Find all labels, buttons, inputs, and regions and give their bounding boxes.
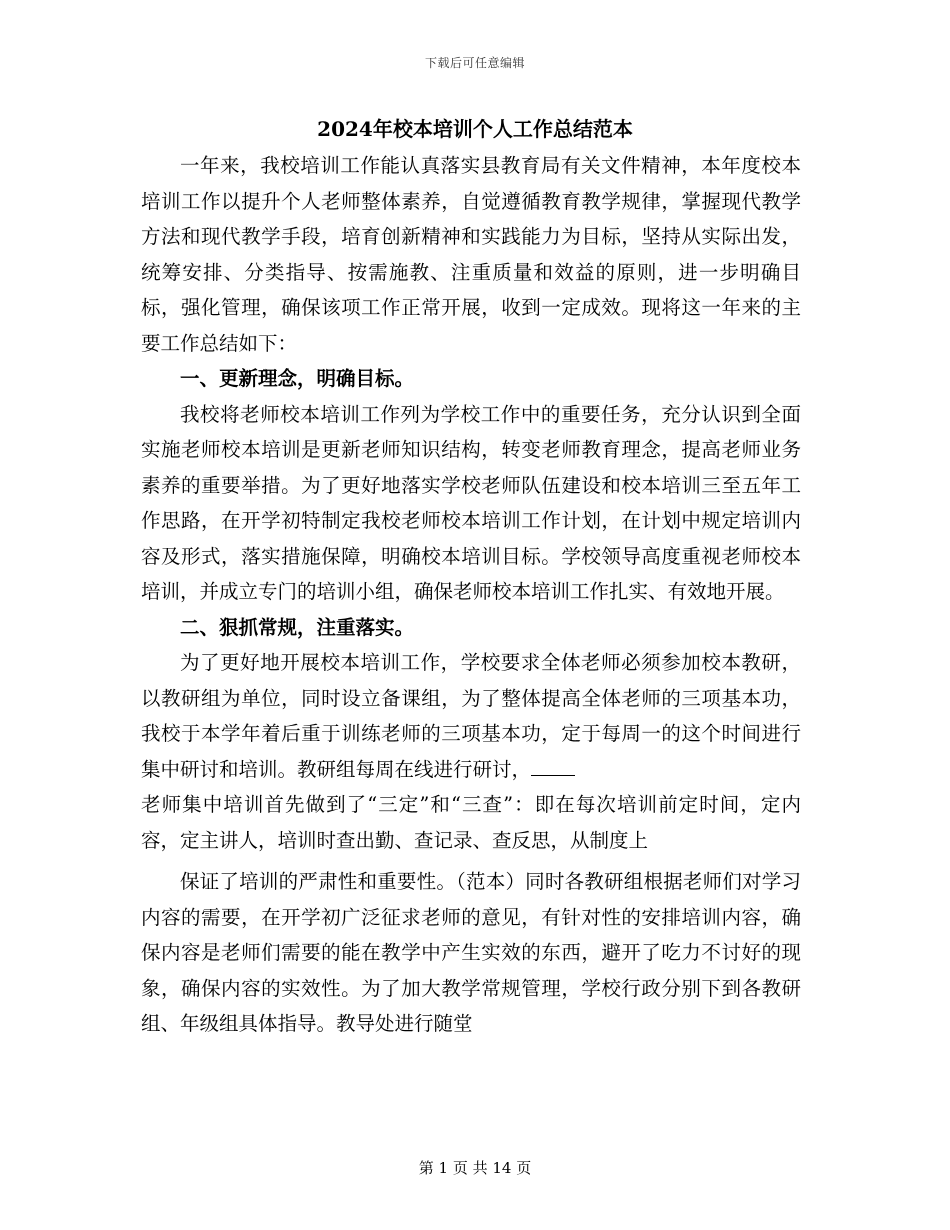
paragraph-section-2-a-text: 为了更好地开展校本培训工作，学校要求全体老师必须参加校本教研，以教研组为单位，同时设立备课组，为了整体提高全体老师的三项基本功，我校于本学年着后重于训练老师的三项基本功，定于每周一的这个时间进行集中研讨和培训。教研组每周在线进行研讨， [141,651,801,781]
document-title: 2024年校本培训个人工作总结范本 [317,117,633,141]
section-heading-1: 一、更新理念，明确目标。 [180,367,415,390]
paragraph-section-1: 我校将老师校本培训工作列为学校工作中的重要任务，充分认识到全面实施老师校本培训是更新老师知识结构，转变老师教育理念，提高老师业务素养的重要举措。为了更好地落实学校老师队伍建设和校本培训三至五年工作思路，在开学初特制定我校老师校本培训工作计划，在计划中规定培训内容及形式，落实措施保障，明确校本培训目标。学校领导高度重视老师校本培训，并成立专门的培训小组，确保老师校本培训工作扎实、有效地开展。 [141,402,801,603]
header-note: 下载后可任意编辑 [424,56,525,70]
paragraph-section-2-c: 保证了培训的严肃性和重要性。（范本）同时各教研组根据老师们对学习内容的需要，在开学初广泛征求老师的意见，有针对性的安排培训内容，确保内容是老师们需要的能在教学中产生实效的东西，避开了吃力不讨好的现象，确保内容的实效性。为了加大教学常规管理，学校行政分别下到各教研组、年级组具体指导。教导处进行随堂 [141,870,801,1035]
paragraph-section-2-b: 老师集中培训首先做到了“三定”和“三查”：即在每次培训前定时间，定内容，定主讲人，培训时查出勤、查记录、查反思，从制度上 [141,793,801,852]
page-footer: 第 1 页 共 14 页 [418,1159,532,1177]
document-body [141,148,801,1042]
paragraph-intro: 一年来，我校培训工作能认真落实县教育局有关文件精神，本年度校本培训工作以提升个人老师整体素养，自觉遵循教育教学规律，掌握现代教学方法和现代教学手段，培育创新精神和实践能力为目标，坚持从实际出发，统筹安排、分类指导、按需施教、注重质量和效益的原则，进一步明确目标，强化管理，确保该项工作正常开展，收到一定成效。现将这一年来的主要工作总结如下： [141,154,801,355]
paragraph-section-2-a [141,645,801,787]
fill-in-blank [531,757,575,776]
section-heading-2: 二、狠抓常规，注重落实。 [180,615,415,639]
